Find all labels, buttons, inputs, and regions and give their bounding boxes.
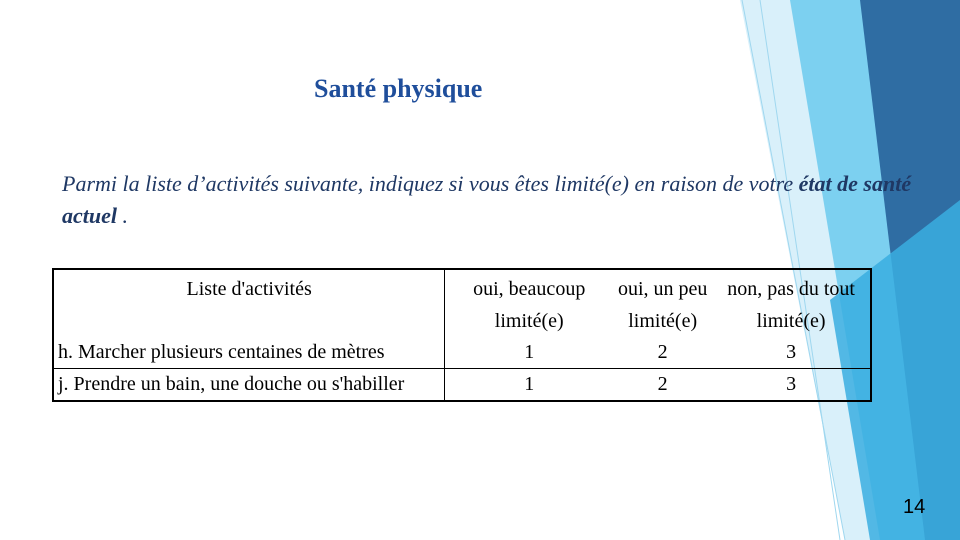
instruction-emphasis: état de santé actuel [62, 171, 912, 228]
answer-option: 1 [445, 337, 613, 369]
instruction-text [62, 168, 912, 232]
instruction-prefix: Parmi la liste d’activités suivante, indiquez si vous êtes limité(e) en raison de votre [62, 171, 799, 196]
answer-option: 1 [445, 369, 613, 402]
table-row [53, 369, 871, 402]
table-row [53, 337, 871, 369]
activity-label: j. Prendre un bain, une douche ou s'habiller [53, 369, 445, 402]
activities-table [52, 268, 872, 402]
table-header-row [53, 269, 871, 337]
header-activities: Liste d'activités [186, 278, 312, 300]
instruction-suffix: . [117, 203, 128, 228]
answer-option: 3 [786, 341, 797, 363]
answer-option: 2 [657, 341, 668, 363]
header-col-2: oui, un peu limité(e) [617, 278, 708, 332]
slide-title: Santé physique [314, 74, 483, 103]
header-col-3: non, pas du tout limité(e) [727, 278, 855, 332]
activity-label: h. Marcher plusieurs centaines de mètres [58, 341, 385, 363]
answer-option: 2 [613, 369, 712, 402]
answer-option: 3 [712, 369, 871, 402]
header-col-1: oui, beaucoup limité(e) [445, 269, 613, 337]
page-number: 14 [903, 496, 926, 518]
